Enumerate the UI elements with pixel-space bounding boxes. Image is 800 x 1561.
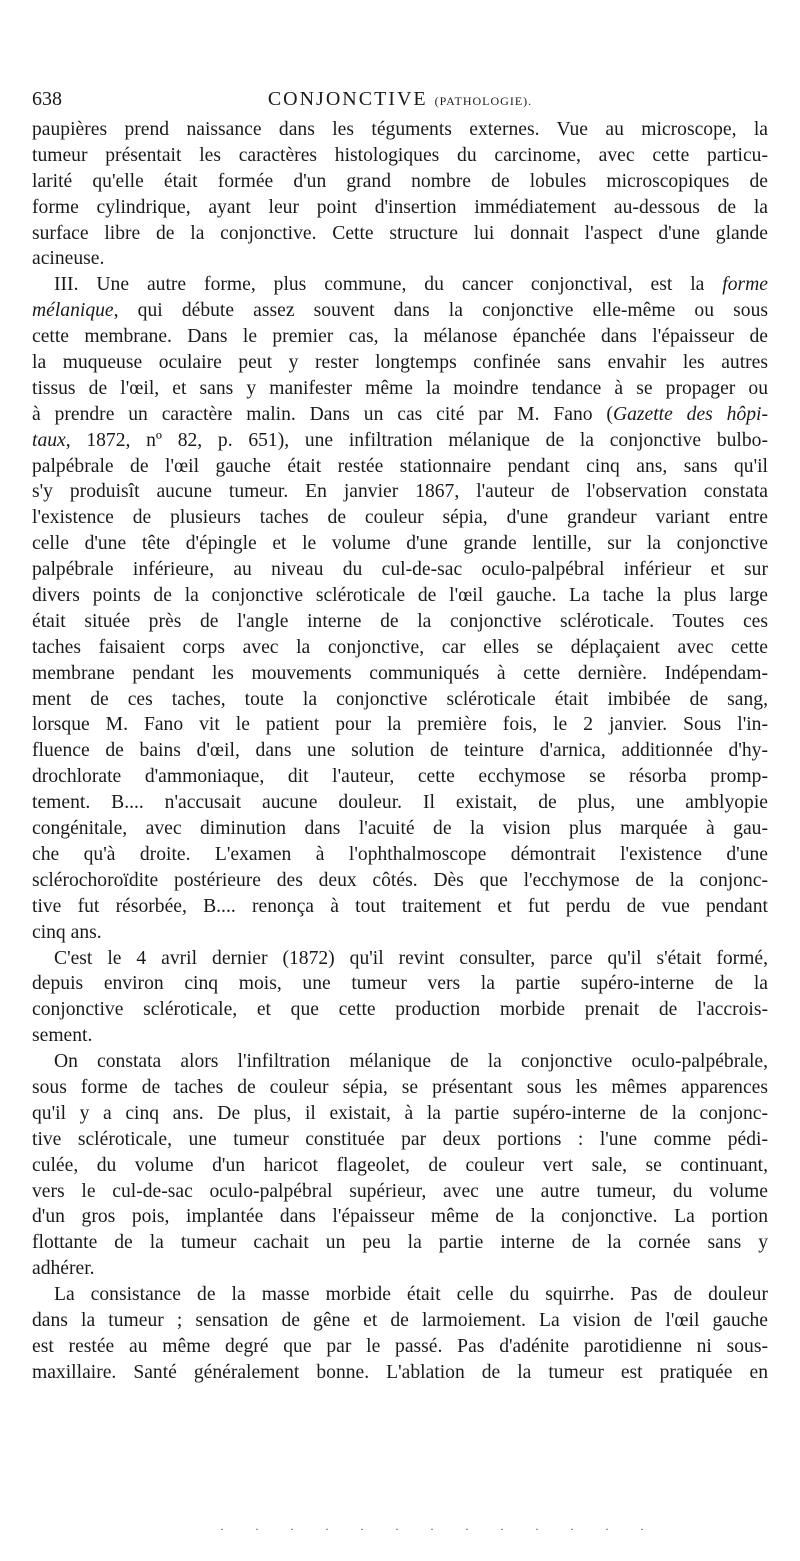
text-line: [32, 946, 768, 972]
text-segment: qu'il y a cinq ans. De plus, il existait, à la partie supéro-interne de la conjonc-: [32, 1102, 768, 1124]
text-segment: acineuse.: [32, 248, 105, 270]
text-segment: drochlorate d'ammoniaque, dit l'auteur, cette ecchymose se résorba promp-: [32, 766, 768, 788]
text-line: [32, 195, 768, 221]
text-segment: tive fut résorbée, B.... renonça à tout traitement et fut perdu de vue pendant: [32, 895, 768, 917]
running-title-main: CONJONCTIVE: [267, 88, 428, 110]
text-segment: culée, du volume d'un haricot flageolet, de couleur vert sale, se continuant,: [32, 1154, 768, 1176]
text-line: [32, 1179, 768, 1205]
text-line: [32, 738, 768, 764]
text-segment: tissus de l'œil, et sans y manifester même la moindre tendance à se propager ou: [32, 377, 768, 399]
running-header: [32, 84, 768, 114]
text-segment: dans la tumeur ; sensation de gêne et de larmoiement. La vision de l'œil gauche: [32, 1309, 768, 1331]
text-segment: à prendre un caractère malin. Dans un cas cité par M. Fano (: [32, 403, 613, 425]
text-line: [32, 479, 768, 505]
text-line: [32, 661, 768, 687]
text-segment: tement. B.... n'accusait aucune douleur. Il existait, de plus, une amblyopie: [32, 792, 768, 814]
text-line: [32, 1023, 768, 1049]
text-segment: la muqueuse oculaire peut y rester longtemps confinée sans envahir les autres: [32, 352, 768, 374]
text-line: [32, 1230, 768, 1256]
text-line: [32, 1360, 768, 1386]
text-segment: congénitale, avec diminution dans l'acuité de la vision plus marquée à gau-: [32, 818, 768, 840]
text-segment: La consistance de la masse morbide était celle du squirrhe. Pas de douleur: [54, 1284, 768, 1306]
text-line: [32, 298, 768, 324]
text-segment: On constata alors l'infiltration mélanique de la conjonctive oculo-palpébrale,: [54, 1051, 768, 1073]
text-line: [32, 712, 768, 738]
text-segment: , 1872, nº 82, p. 651), une infiltration mélanique de la conjonctive bulbo-: [65, 429, 768, 451]
text-line: [32, 428, 768, 454]
text-line: [32, 376, 768, 402]
scan-speckles: · · · · · · · · · · · · ·: [220, 1522, 658, 1536]
text-segment: conjonctive scléroticale, et que cette production morbide prenait de l'accrois-: [32, 999, 768, 1021]
text-line: [32, 505, 768, 531]
running-title: [32, 84, 768, 116]
text-line: [32, 246, 768, 272]
text-segment: vers le cul-de-sac oculo-palpébral supérieur, avec une autre tumeur, du volume: [32, 1180, 768, 1202]
text-segment: s'y produisît aucune tumeur. En janvier 1867, l'auteur de l'observation constata: [32, 481, 768, 503]
text-line: [32, 583, 768, 609]
text-segment: lorsque M. Fano vit le patient pour la première fois, le 2 janvier. Sous l'in-: [32, 714, 768, 736]
italic-segment: Gazette des hôpi-: [612, 403, 769, 425]
text-line: [32, 143, 768, 169]
text-line: [32, 609, 768, 635]
text-line: [32, 1282, 768, 1308]
italic-segment: taux: [32, 429, 66, 451]
text-segment: paupières prend naissance dans les téguments externes. Vue au microscope, la: [32, 119, 768, 140]
text-line: [32, 350, 768, 376]
text-line: [32, 557, 768, 583]
text-segment: che qu'à droite. L'examen à l'ophthalmoscope démontrait l'existence d'une: [32, 843, 768, 865]
text-line: [32, 997, 768, 1023]
text-segment: surface libre de la conjonctive. Cette structure lui donnait l'aspect d'une glande: [32, 222, 768, 244]
text-line: [32, 1101, 768, 1127]
text-line: [32, 1127, 768, 1153]
text-segment: d'un gros pois, implantée dans l'épaisseur même de la conjonctive. La portion: [32, 1206, 768, 1228]
text-line: [32, 1153, 768, 1179]
text-line: [32, 1308, 768, 1334]
text-segment: ment de ces taches, toute la conjonctive scléroticale était imbibée de sang,: [32, 688, 768, 710]
text-line: [32, 402, 768, 428]
text-segment: divers points de la conjonctive scléroticale de l'œil gauche. La tache la plus large: [32, 585, 768, 607]
text-segment: palpébrale inférieure, au niveau du cul-de-sac oculo-palpébral inférieur et sur: [32, 559, 768, 581]
text-segment: maxillaire. Santé généralement bonne. L'ablation de la tumeur est pratiquée en: [32, 1361, 768, 1383]
text-segment: fluence de bains d'œil, dans une solution de teinture d'arnica, additionnée d'hy-: [32, 740, 768, 762]
text-segment: était située près de l'angle interne de la conjonctive scléroticale. Toutes ces: [32, 610, 768, 632]
text-line: [32, 790, 768, 816]
text-segment: sement.: [32, 1025, 93, 1047]
text-line: [32, 1334, 768, 1360]
text-segment: forme cylindrique, ayant leur point d'insertion immédiatement au-dessous de la: [32, 196, 768, 218]
text-line: [32, 971, 768, 997]
text-line: [32, 454, 768, 480]
text-line: [32, 635, 768, 661]
text-line: [32, 1075, 768, 1101]
text-line: [32, 816, 768, 842]
text-segment: taches faisaient corps avec la conjonctive, car elles se déplaçaient avec cette: [32, 636, 768, 658]
text-line: [32, 920, 768, 946]
text-line: [32, 842, 768, 868]
text-segment: , qui débute assez souvent dans la conjonctive elle-même ou sous: [113, 300, 768, 322]
text-segment: sclérochoroïdite postérieure des deux côtés. Dès que l'ecchymose de la conjonc-: [32, 869, 768, 891]
text-line: [32, 221, 768, 247]
text-segment: est restée au même degré que par le passé. Pas d'adénite parotidienne ni sous-: [32, 1335, 768, 1357]
text-segment: celle d'une tête d'épingle et le volume d'une grande lentille, sur la conjonctive: [32, 533, 768, 555]
italic-segment: mélanique: [32, 300, 114, 322]
page-number: 638: [32, 88, 62, 110]
text-line: [32, 764, 768, 790]
text-line: [32, 531, 768, 557]
text-segment: cinq ans.: [32, 921, 102, 943]
text-line: [32, 117, 768, 143]
text-segment: C'est le 4 avril dernier (1872) qu'il revint consulter, parce qu'il s'était formé,: [54, 947, 768, 969]
text-line: [32, 1256, 768, 1282]
text-segment: tumeur présentait les caractères histologiques du carcinome, avec cette particu-: [32, 144, 768, 166]
text-segment: membrane pendant les mouvements communiqués à cette dernière. Indépendam-: [32, 662, 768, 684]
text-line: [32, 1204, 768, 1230]
text-segment: III. Une autre forme, plus commune, du cancer conjonctival, est la: [54, 274, 723, 296]
text-segment: l'existence de plusieurs taches de couleur sépia, d'une grandeur variant entre: [32, 507, 768, 529]
text-segment: sous forme de taches de couleur sépia, se présentant sous les mêmes apparences: [32, 1076, 768, 1098]
text-line: [32, 324, 768, 350]
text-segment: flottante de la tumeur cachait un peu la partie interne de la cornée sans y: [32, 1232, 768, 1254]
text-segment: tive scléroticale, une tumeur constituée par deux portions : l'une comme pédi-: [32, 1128, 768, 1150]
text-line: [32, 169, 768, 195]
text-line: [32, 1049, 768, 1075]
italic-segment: forme: [722, 274, 768, 296]
text-line: [32, 868, 768, 894]
text-segment: palpébrale de l'œil gauche était restée stationnaire pendant cinq ans, sans qu'il: [32, 455, 768, 477]
text-line: [32, 894, 768, 920]
text-segment: cette membrane. Dans le premier cas, la mélanose épanchée dans l'épaisseur de: [32, 326, 768, 348]
text-segment: depuis environ cinq mois, une tumeur vers la partie supéro-interne de la: [32, 973, 768, 995]
text-segment: larité qu'elle était formée d'un grand nombre de lobules microscopiques de: [32, 170, 768, 192]
text-line: [32, 687, 768, 713]
running-title-sub: (PATHOLOGIE).: [434, 94, 533, 108]
text-line: [32, 272, 768, 298]
body-text: [32, 117, 768, 1386]
text-segment: adhérer.: [32, 1258, 95, 1280]
